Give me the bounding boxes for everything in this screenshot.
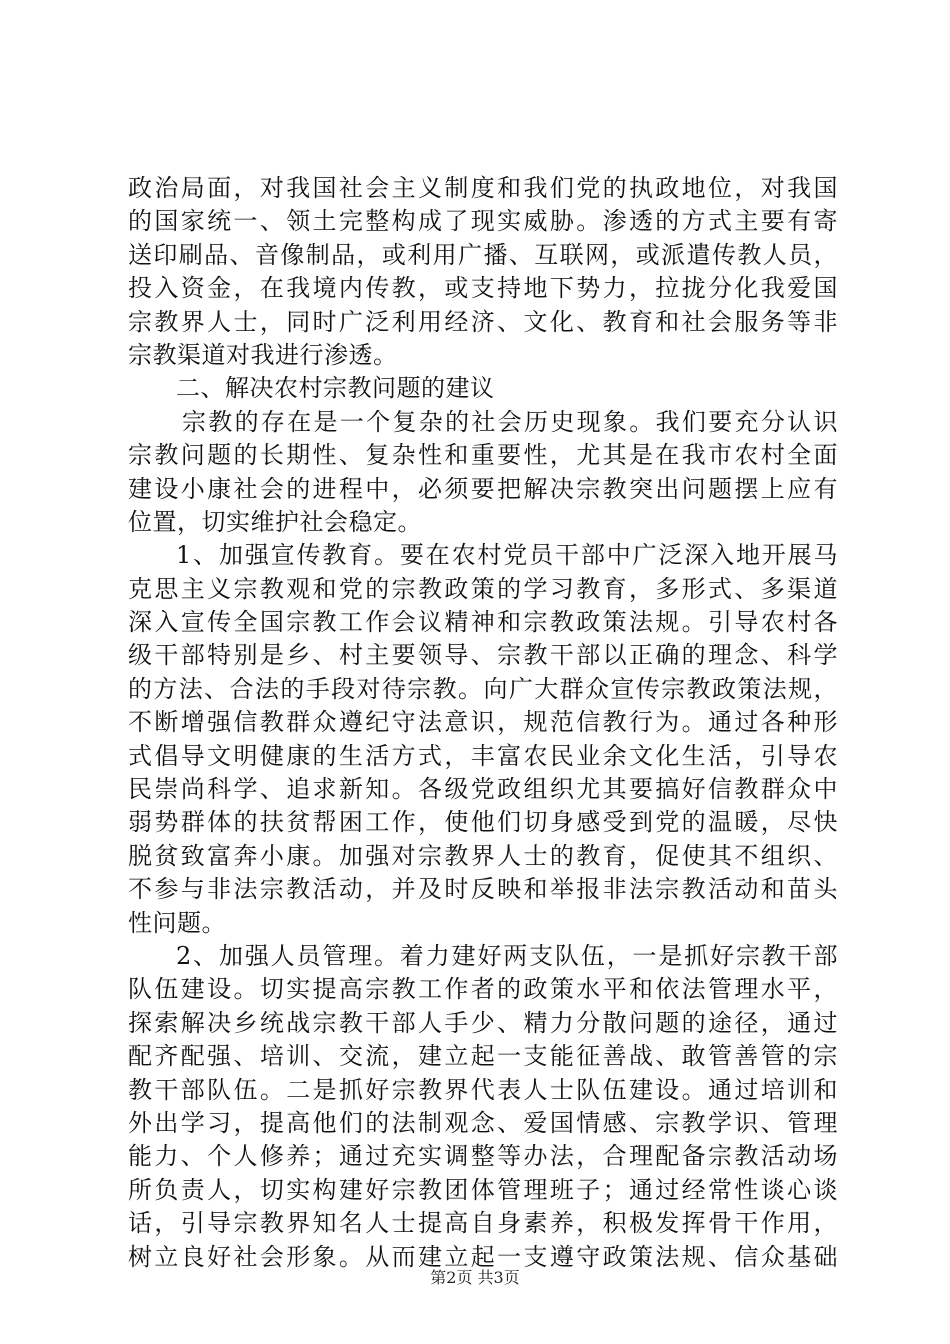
text-line: 不断增强信教群众遵纪守法意识，规范信教行为。通过各种形 xyxy=(128,708,838,737)
text-line: 配齐配强、培训、交流，建立起一支能征善战、敢管善管的宗 xyxy=(128,1042,838,1071)
text-line: 宗教渠道对我进行渗透。 xyxy=(128,340,398,369)
text-line: 送印刷品、音像制品，或利用广播、互联网，或派遣传教人员， xyxy=(128,240,838,269)
document-body xyxy=(128,172,838,1274)
text-line: 脱贫致富奔小康。加强对宗教界人士的教育，促使其不组织、 xyxy=(128,841,838,870)
text-line: 式倡导文明健康的生活方式，丰富农民业余文化生活，引导农 xyxy=(128,741,838,770)
text-line: 1、加强宣传教育。要在农村党员干部中广泛深入地开展马 xyxy=(176,541,838,570)
text-line: 投入资金，在我境内传教，或支持地下势力，拉拢分化我爱国 xyxy=(128,274,838,303)
text-line: 树立良好社会形象。从而建立起一支遵守政策法规、信众基础 xyxy=(128,1242,838,1271)
text-line: 探索解决乡统战宗教干部人手少、精力分散问题的途径，通过 xyxy=(128,1008,838,1037)
text-line: 教干部队伍。二是抓好宗教界代表人士队伍建设。通过培训和 xyxy=(128,1075,838,1104)
text-line: 宗教问题的长期性、复杂性和重要性，尤其是在我市农村全面 xyxy=(128,441,838,470)
text-line: 队伍建设。切实提高宗教工作者的政策水平和依法管理水平， xyxy=(128,975,838,1004)
text-line: 建设小康社会的进程中，必须要把解决宗教突出问题摆上应有 xyxy=(128,474,838,503)
text-line: 深入宣传全国宗教工作会议精神和宗教政策法规。引导农村各 xyxy=(128,608,838,637)
text-line: 弱势群体的扶贫帮困工作，使他们切身感受到党的温暖，尽快 xyxy=(128,808,838,837)
text-line: 的方法、合法的手段对待宗教。向广大群众宣传宗教政策法规， xyxy=(128,674,838,703)
text-line: 性问题。 xyxy=(128,908,226,937)
text-line: 宗教的存在是一个复杂的社会历史现象。我们要充分认识 xyxy=(182,407,838,436)
text-line: 克思主义宗教观和党的宗教政策的学习教育，多形式、多渠道 xyxy=(128,574,838,603)
text-line: 不参与非法宗教活动，并及时反映和举报非法宗教活动和苗头 xyxy=(128,875,838,904)
text-line: 话，引导宗教界知名人士提高自身素养，积极发挥骨干作用， xyxy=(128,1209,838,1238)
text-line: 位置，切实维护社会稳定。 xyxy=(128,507,422,536)
text-line: 外出学习，提高他们的法制观念、爱国情感、宗教学识、管理 xyxy=(128,1108,838,1137)
text-line: 的国家统一、领土完整构成了现实威胁。渗透的方式主要有寄 xyxy=(128,207,838,236)
text-line: 级干部特别是乡、村主要领导、宗教干部以正确的理念、科学 xyxy=(128,641,838,670)
text-line: 宗教界人士，同时广泛利用经济、文化、教育和社会服务等非 xyxy=(128,307,838,336)
text-line: 2、加强人员管理。着力建好两支队伍，一是抓好宗教干部 xyxy=(176,941,838,970)
page-footer: 第2页 共3页 xyxy=(430,1268,520,1287)
text-line: 所负责人，切实构建好宗教团体管理班子；通过经常性谈心谈 xyxy=(128,1175,838,1204)
text-line: 能力、个人修养；通过充实调整等办法，合理配备宗教活动场 xyxy=(128,1142,838,1171)
text-line: 政治局面，对我国社会主义制度和我们党的执政地位，对我国 xyxy=(128,174,838,202)
text-line: 二、解决农村宗教问题的建议 xyxy=(176,374,495,403)
text-line: 民崇尚科学、追求新知。各级党政组织尤其要搞好信教群众中 xyxy=(128,775,838,804)
